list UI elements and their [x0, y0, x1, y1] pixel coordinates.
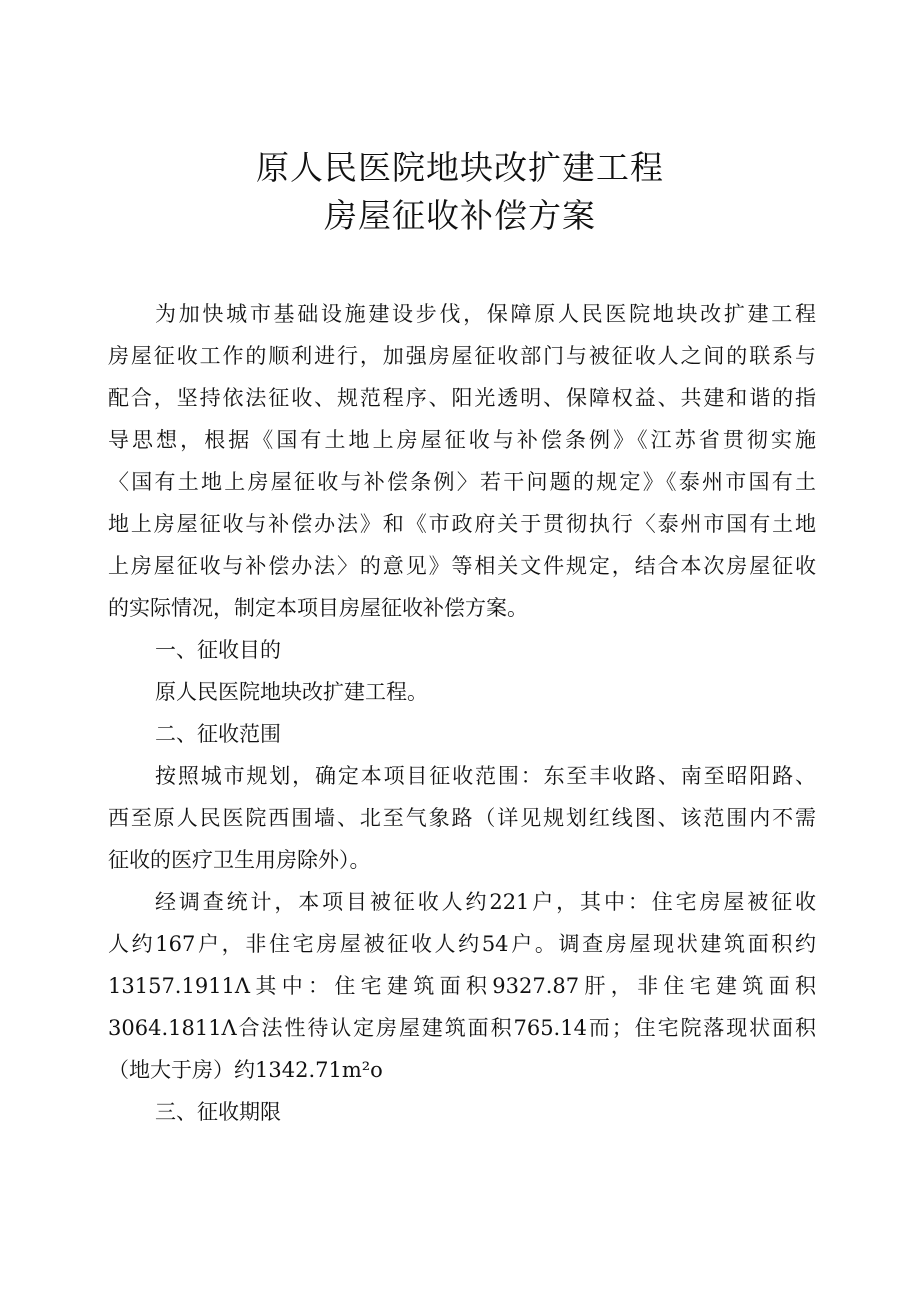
paragraph-line: 上房屋征收与补偿办法〉的意见》等相关文件规定，结合本次房屋征收 [108, 554, 816, 578]
section-body: 原人民医院地块改扩建工程。 [155, 680, 428, 704]
paragraph-line: 13157.1911Λ其中：住宅建筑面积9327.87肝，非住宅建筑面积 [108, 974, 816, 998]
paragraph-line: 西至原人民医院西围墙、北至气象路（详见规划红线图、该范围内不需 [108, 806, 816, 830]
paragraph-line: 的实际情况，制定本项目房屋征收补偿方案。 [108, 596, 528, 620]
paragraph-line: 为加快城市基础设施建设步伐，保障原人民医院地块改扩建工程 [155, 302, 816, 326]
paragraph-line: 征收的医疗卫生用房除外）。 [108, 848, 371, 872]
document-title-line-2: 房屋征收补偿方案 [324, 196, 596, 235]
paragraph-line: 〈国有土地上房屋征收与补偿条例〉若干问题的规定》《泰州市国有土 [108, 470, 816, 494]
paragraph-line: 配合，坚持依法征收、规范程序、阳光透明、保障权益、共建和谐的指 [108, 386, 816, 410]
section-heading: 二、征收范围 [155, 722, 281, 746]
paragraph-line: （地大于房）约1342.71m²o [108, 1058, 383, 1082]
paragraph-line: 房屋征收工作的顺利进行，加强房屋征收部门与被征收人之间的联系与 [108, 344, 816, 368]
paragraph-line: 3064.1811Λ合法性待认定房屋建筑面积765.14而；住宅院落现状面积 [108, 1016, 816, 1040]
document-title-line-1: 原人民医院地块改扩建工程 [256, 148, 664, 187]
section-heading: 一、征收目的 [155, 638, 281, 662]
paragraph-line: 地上房屋征收与补偿办法》和《市政府关于贯彻执行〈泰州市国有土地 [108, 512, 816, 536]
paragraph-line: 导思想，根据《国有土地上房屋征收与补偿条例》《江苏省贯彻实施 [108, 428, 816, 452]
paragraph-line: 经调查统计，本项目被征收人约221户，其中：住宅房屋被征收 [155, 890, 816, 914]
paragraph-line: 人约167户，非住宅房屋被征收人约54户。调查房屋现状建筑面积约 [108, 932, 816, 956]
paragraph-line: 按照城市规划，确定本项目征收范围：东至丰收路、南至昭阳路、 [155, 764, 816, 788]
section-heading: 三、征收期限 [155, 1100, 281, 1124]
